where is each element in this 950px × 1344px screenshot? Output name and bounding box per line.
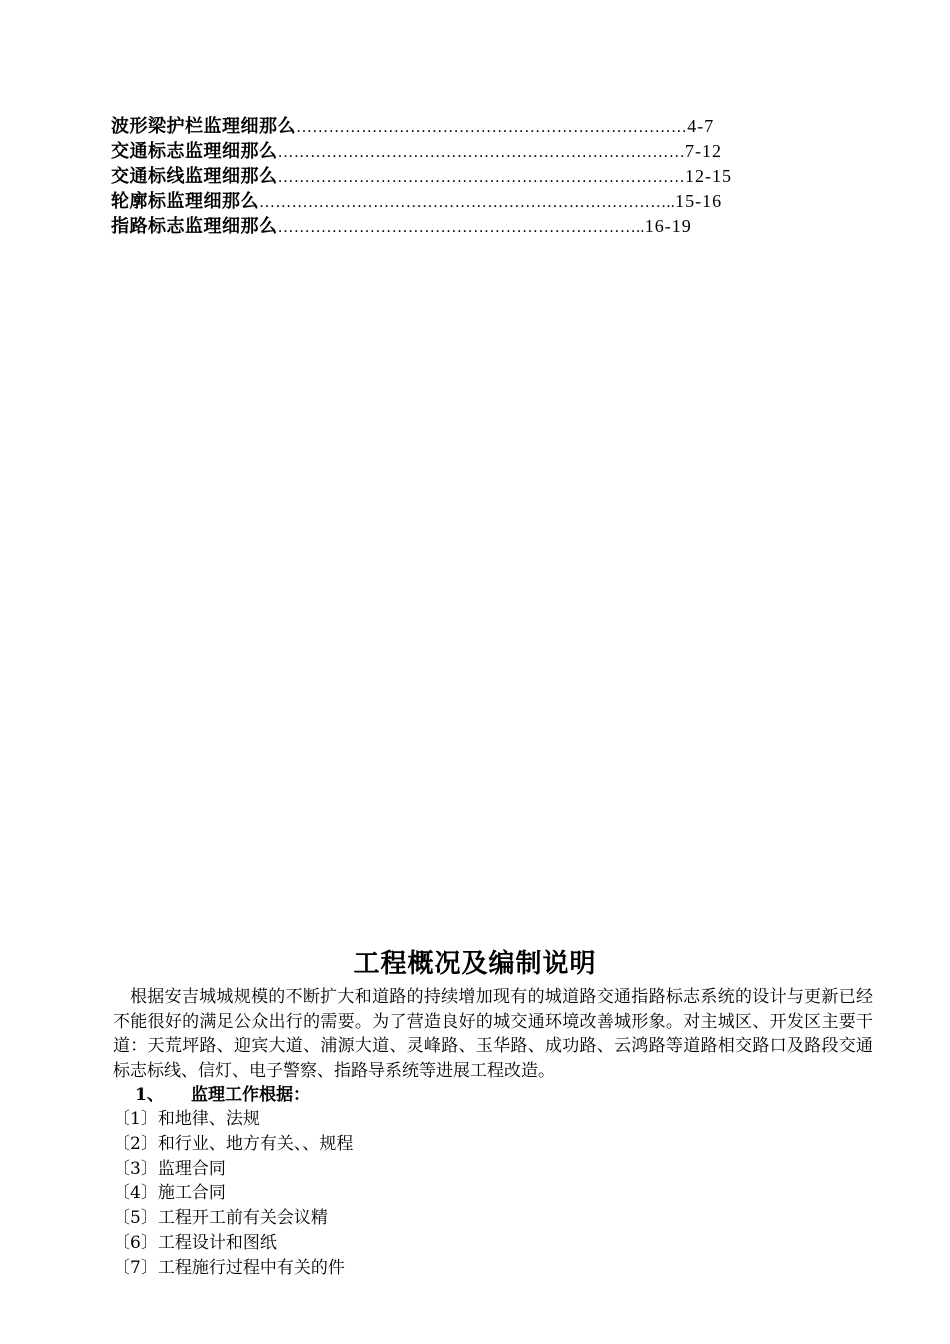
toc-entry[interactable] bbox=[111, 189, 871, 214]
basis-list-item: 〔4〕施工合同 bbox=[113, 1183, 226, 1204]
basis-list-item: 〔1〕和地律、法规 bbox=[113, 1109, 260, 1129]
basis-list-item: 〔7〕工程施行过程中有关的件 bbox=[113, 1257, 345, 1278]
basis-list bbox=[113, 1107, 353, 1281]
toc-entry-page: 7-12 bbox=[685, 141, 722, 161]
toc-entry[interactable] bbox=[111, 139, 871, 164]
toc-entry-leader: ………………………………………………………………… bbox=[277, 169, 685, 186]
toc-entry[interactable] bbox=[111, 214, 871, 239]
toc-entry-leader: ………………………………………………………………… bbox=[277, 144, 685, 161]
toc-entry[interactable] bbox=[111, 114, 871, 139]
basis-heading-number: 1、 bbox=[135, 1085, 164, 1105]
toc-entry-page: 16-19 bbox=[644, 216, 692, 236]
toc-entry-leader: ………………………………………………………….. bbox=[277, 219, 645, 236]
basis-heading bbox=[135, 1083, 310, 1107]
toc-entry-page: 4-7 bbox=[687, 116, 715, 136]
basis-list-item: 〔6〕工程设计和图纸 bbox=[113, 1232, 277, 1253]
basis-list-item: 〔3〕监理合同 bbox=[113, 1158, 226, 1179]
section-title: 工程概况及编制说明 bbox=[353, 949, 597, 979]
toc-entry-leader: ………………………………………………………………….. bbox=[259, 194, 676, 211]
toc-entry-title: 交通标志监理细那么 bbox=[111, 141, 278, 162]
toc-entry-title: 轮廓标监理细那么 bbox=[111, 191, 259, 212]
toc-entry[interactable] bbox=[111, 164, 871, 189]
basis-heading-text: 监理工作根据： bbox=[191, 1085, 310, 1105]
toc-entry-title: 交通标线监理细那么 bbox=[111, 166, 278, 187]
toc-entry-title: 指路标志监理细那么 bbox=[111, 216, 278, 237]
toc-entry-leader: ……………………………………………………………… bbox=[296, 119, 688, 136]
toc-entry-page: 12-15 bbox=[685, 166, 732, 186]
overview-paragraph: 根据安吉城城规模的不断扩大和道路的持续增加现有的城道路交通指路标志系统的设计与更新已经不能很好的满足公众出行的需要。为了营造良好的城交通环境改善城形象。对主城区、开发区主要干道：天荒坪路、迎宾大道、浦源大道、灵峰路、玉华路、成功路、云鸿路等道路相交路口及路段交通标志标线、信灯、电子警察、指路导系统等进展工程改造。 bbox=[113, 987, 873, 1081]
table-of-contents bbox=[111, 114, 871, 239]
toc-entry-page: 15-16 bbox=[675, 191, 723, 211]
basis-list-item: 〔5〕工程开工前有关会议精 bbox=[113, 1208, 328, 1229]
basis-list-item: 〔2〕和行业、地方有关、、规程 bbox=[113, 1133, 354, 1154]
toc-entry-title: 波形梁护栏监理细那么 bbox=[111, 116, 296, 137]
